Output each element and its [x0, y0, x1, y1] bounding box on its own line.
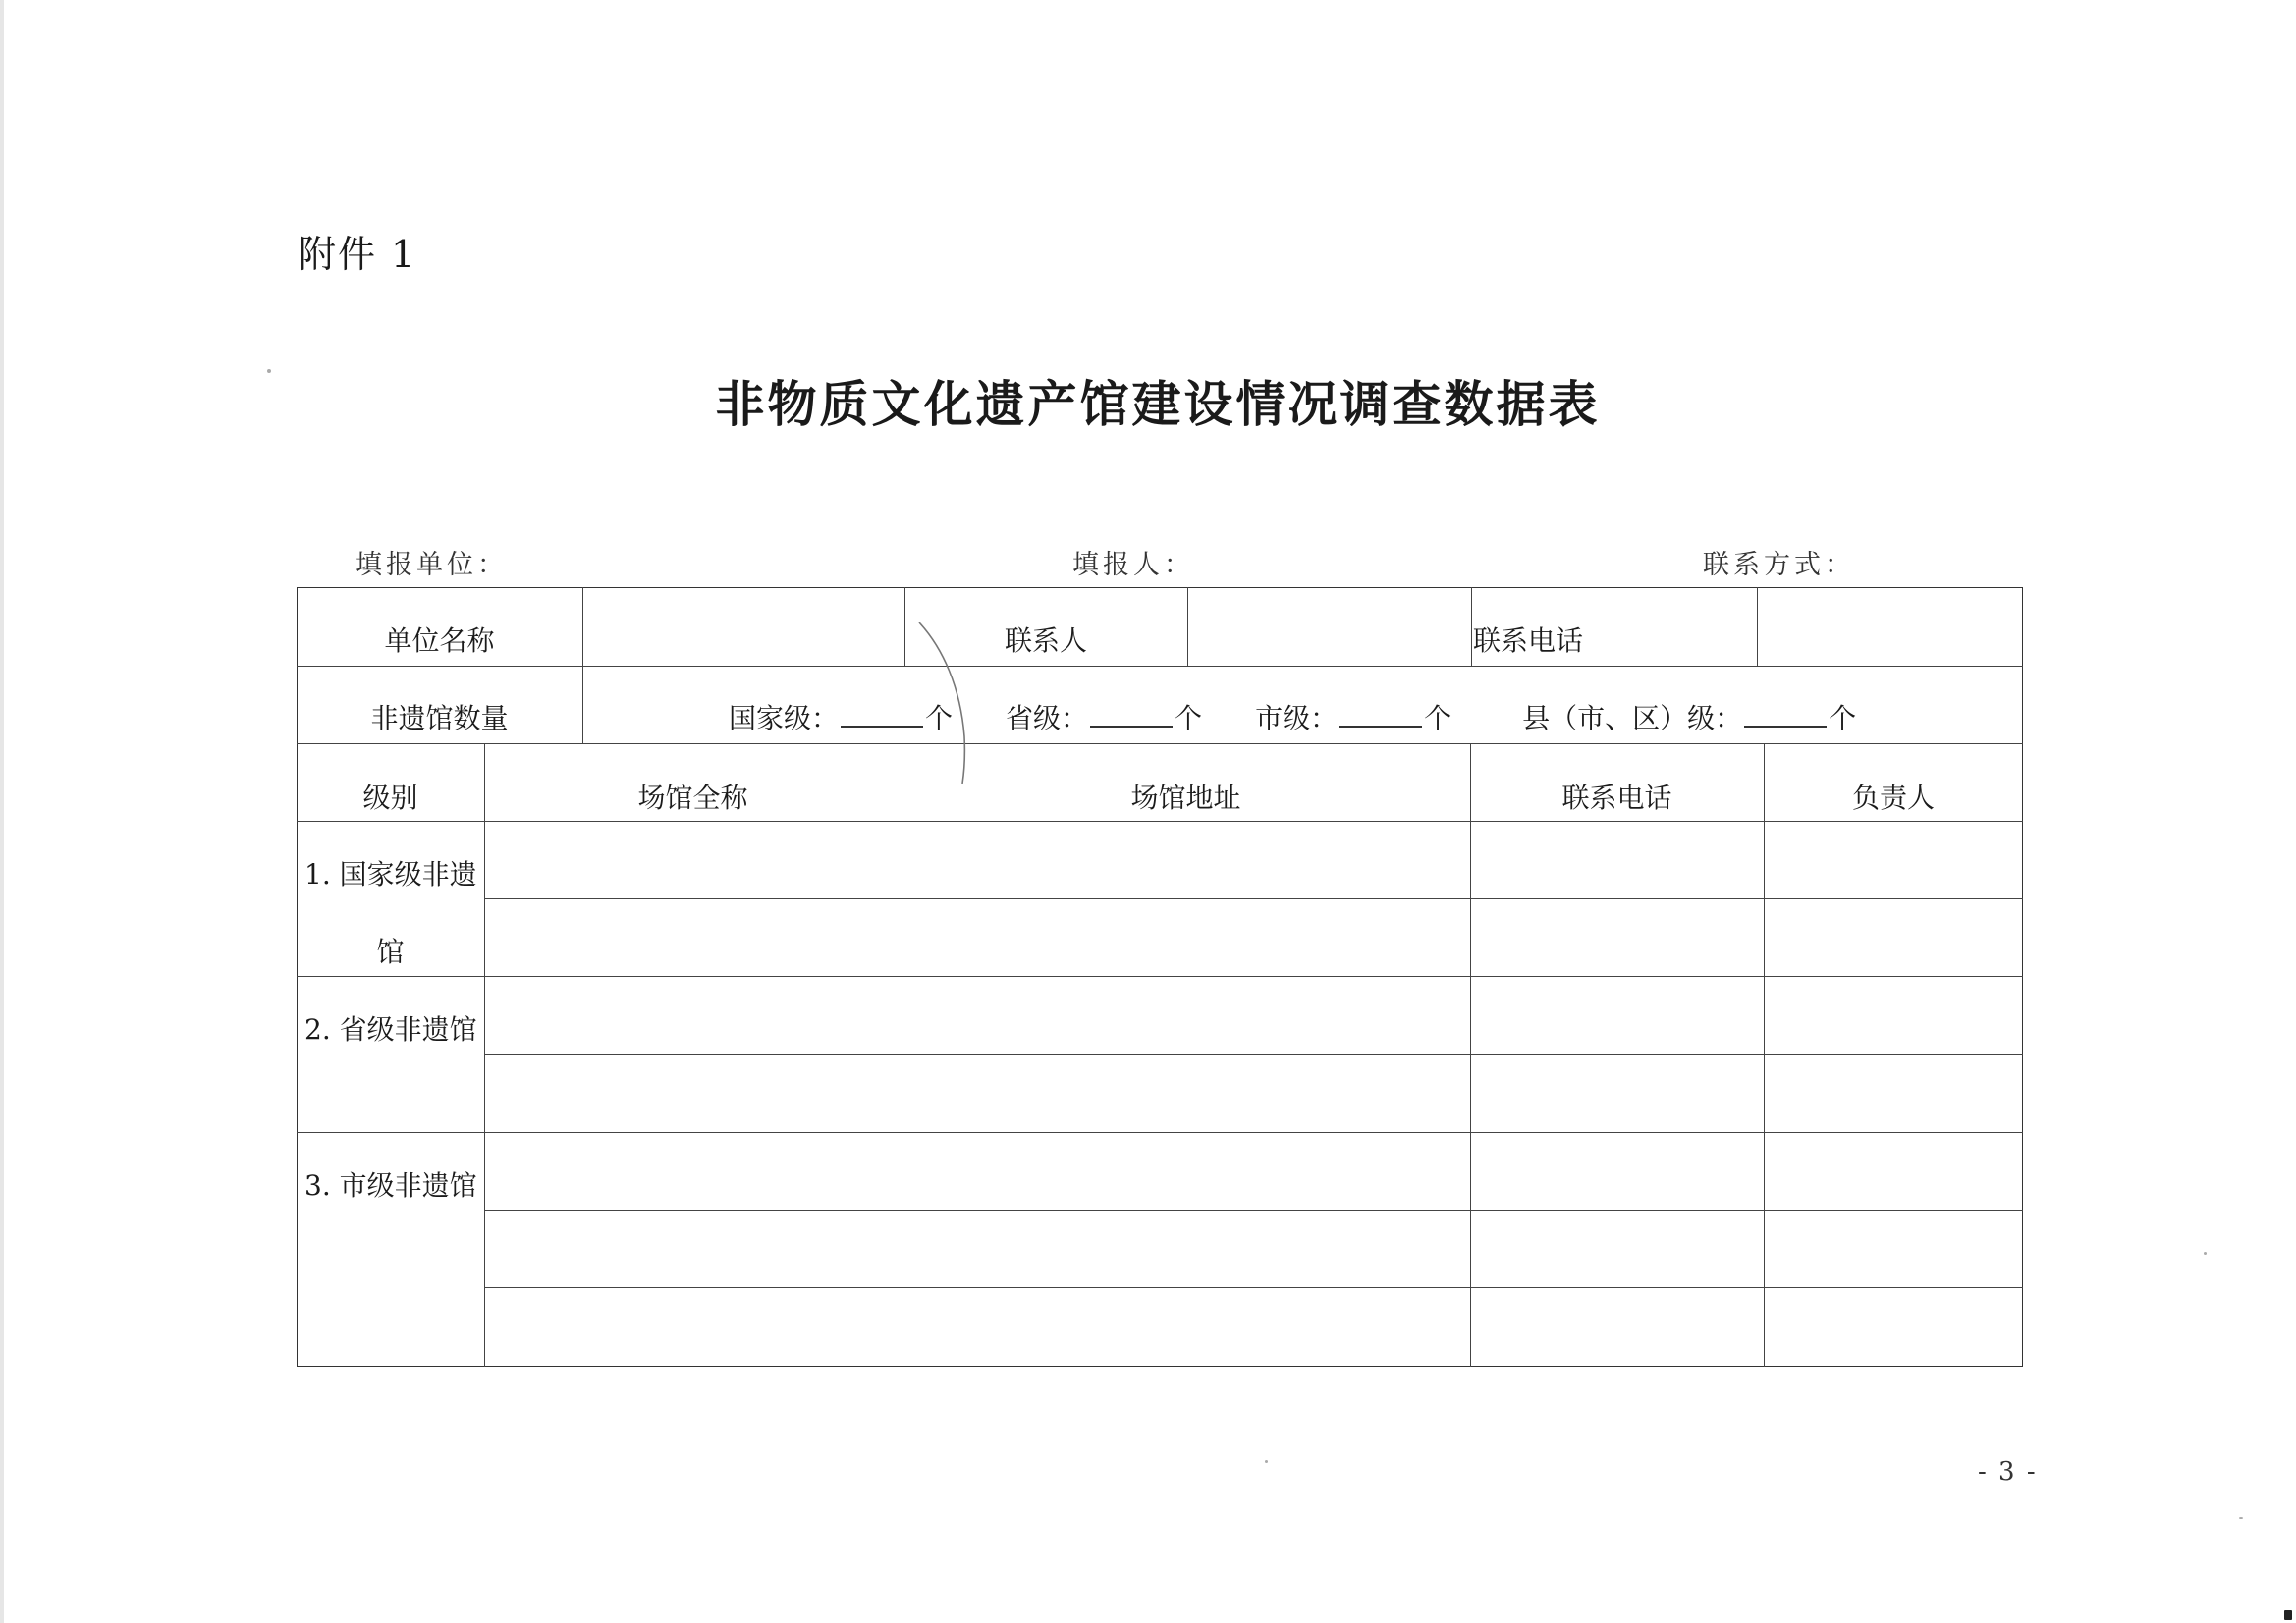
column-header-venue-address: 场馆地址 [1130, 782, 1241, 814]
city-count-label: 市级： [1255, 702, 1339, 734]
contact-person-label: 联系人 [1004, 624, 1087, 657]
unit-name-label: 单位名称 [384, 624, 495, 657]
contact-person-value[interactable] [1188, 589, 1471, 666]
city-count-blank[interactable] [1339, 704, 1422, 728]
level-national-line1: 1. 国家级非遗 [304, 858, 477, 891]
provincial-count-unit: 个 [1175, 702, 1203, 734]
scan-speck [267, 369, 271, 373]
page-number: - 3 - [1978, 1457, 2038, 1487]
scan-speck [2239, 1517, 2243, 1519]
col-divider [1471, 587, 1472, 666]
county-count-blank[interactable] [1744, 704, 1827, 728]
col-divider [484, 743, 485, 1367]
scan-speck [2204, 1252, 2207, 1255]
phone-value[interactable] [1758, 589, 2021, 666]
contact-method-label: 联系方式： [1703, 550, 1855, 580]
row-divider [484, 1054, 2023, 1055]
phone-label: 联系电话 [1473, 624, 1584, 657]
heritage-hall-count-label: 非遗馆数量 [370, 702, 509, 734]
scan-speck [2284, 1610, 2292, 1620]
column-header-phone: 联系电话 [1561, 782, 1672, 814]
provincial-count-blank[interactable] [1090, 704, 1173, 728]
county-count [1522, 697, 1856, 736]
page-title: 非物质文化遗产馆建设情况调查数据表 [715, 376, 1601, 433]
national-count-unit: 个 [925, 702, 954, 734]
level-provincial: 2. 省级非遗馆 [304, 1013, 477, 1046]
city-count-unit: 个 [1424, 702, 1452, 734]
level-city: 3. 市级非遗馆 [304, 1169, 477, 1202]
provincial-count-label: 省级： [1006, 702, 1089, 734]
county-count-unit: 个 [1829, 702, 1857, 734]
city-count [1255, 697, 1451, 736]
count-fields [729, 697, 1856, 736]
provincial-count [1006, 697, 1202, 736]
row-divider [484, 898, 2023, 899]
national-count-label: 国家级： [729, 702, 840, 734]
attachment-label: 附件 1 [299, 233, 417, 276]
county-count-label: 县（市、区）级： [1522, 702, 1743, 734]
fill-person-label: 填报人： [1072, 550, 1194, 580]
level-national-line2: 馆 [376, 936, 405, 968]
column-header-venue-name: 场馆全称 [637, 782, 748, 814]
scan-speck [1265, 1460, 1268, 1463]
column-header-person-in-charge: 负责人 [1851, 782, 1935, 814]
fill-unit-label: 填报单位： [355, 550, 508, 580]
row-divider [484, 1210, 2023, 1211]
row-divider [297, 666, 2023, 667]
pen-mark [913, 619, 972, 785]
unit-name-value[interactable] [583, 589, 904, 666]
col-divider [1470, 743, 1471, 1367]
national-count-blank[interactable] [841, 704, 923, 728]
column-header-level: 级别 [362, 782, 418, 814]
row-divider [484, 1287, 2023, 1288]
col-divider [1764, 743, 1765, 1367]
scan-edge [0, 0, 4, 1623]
